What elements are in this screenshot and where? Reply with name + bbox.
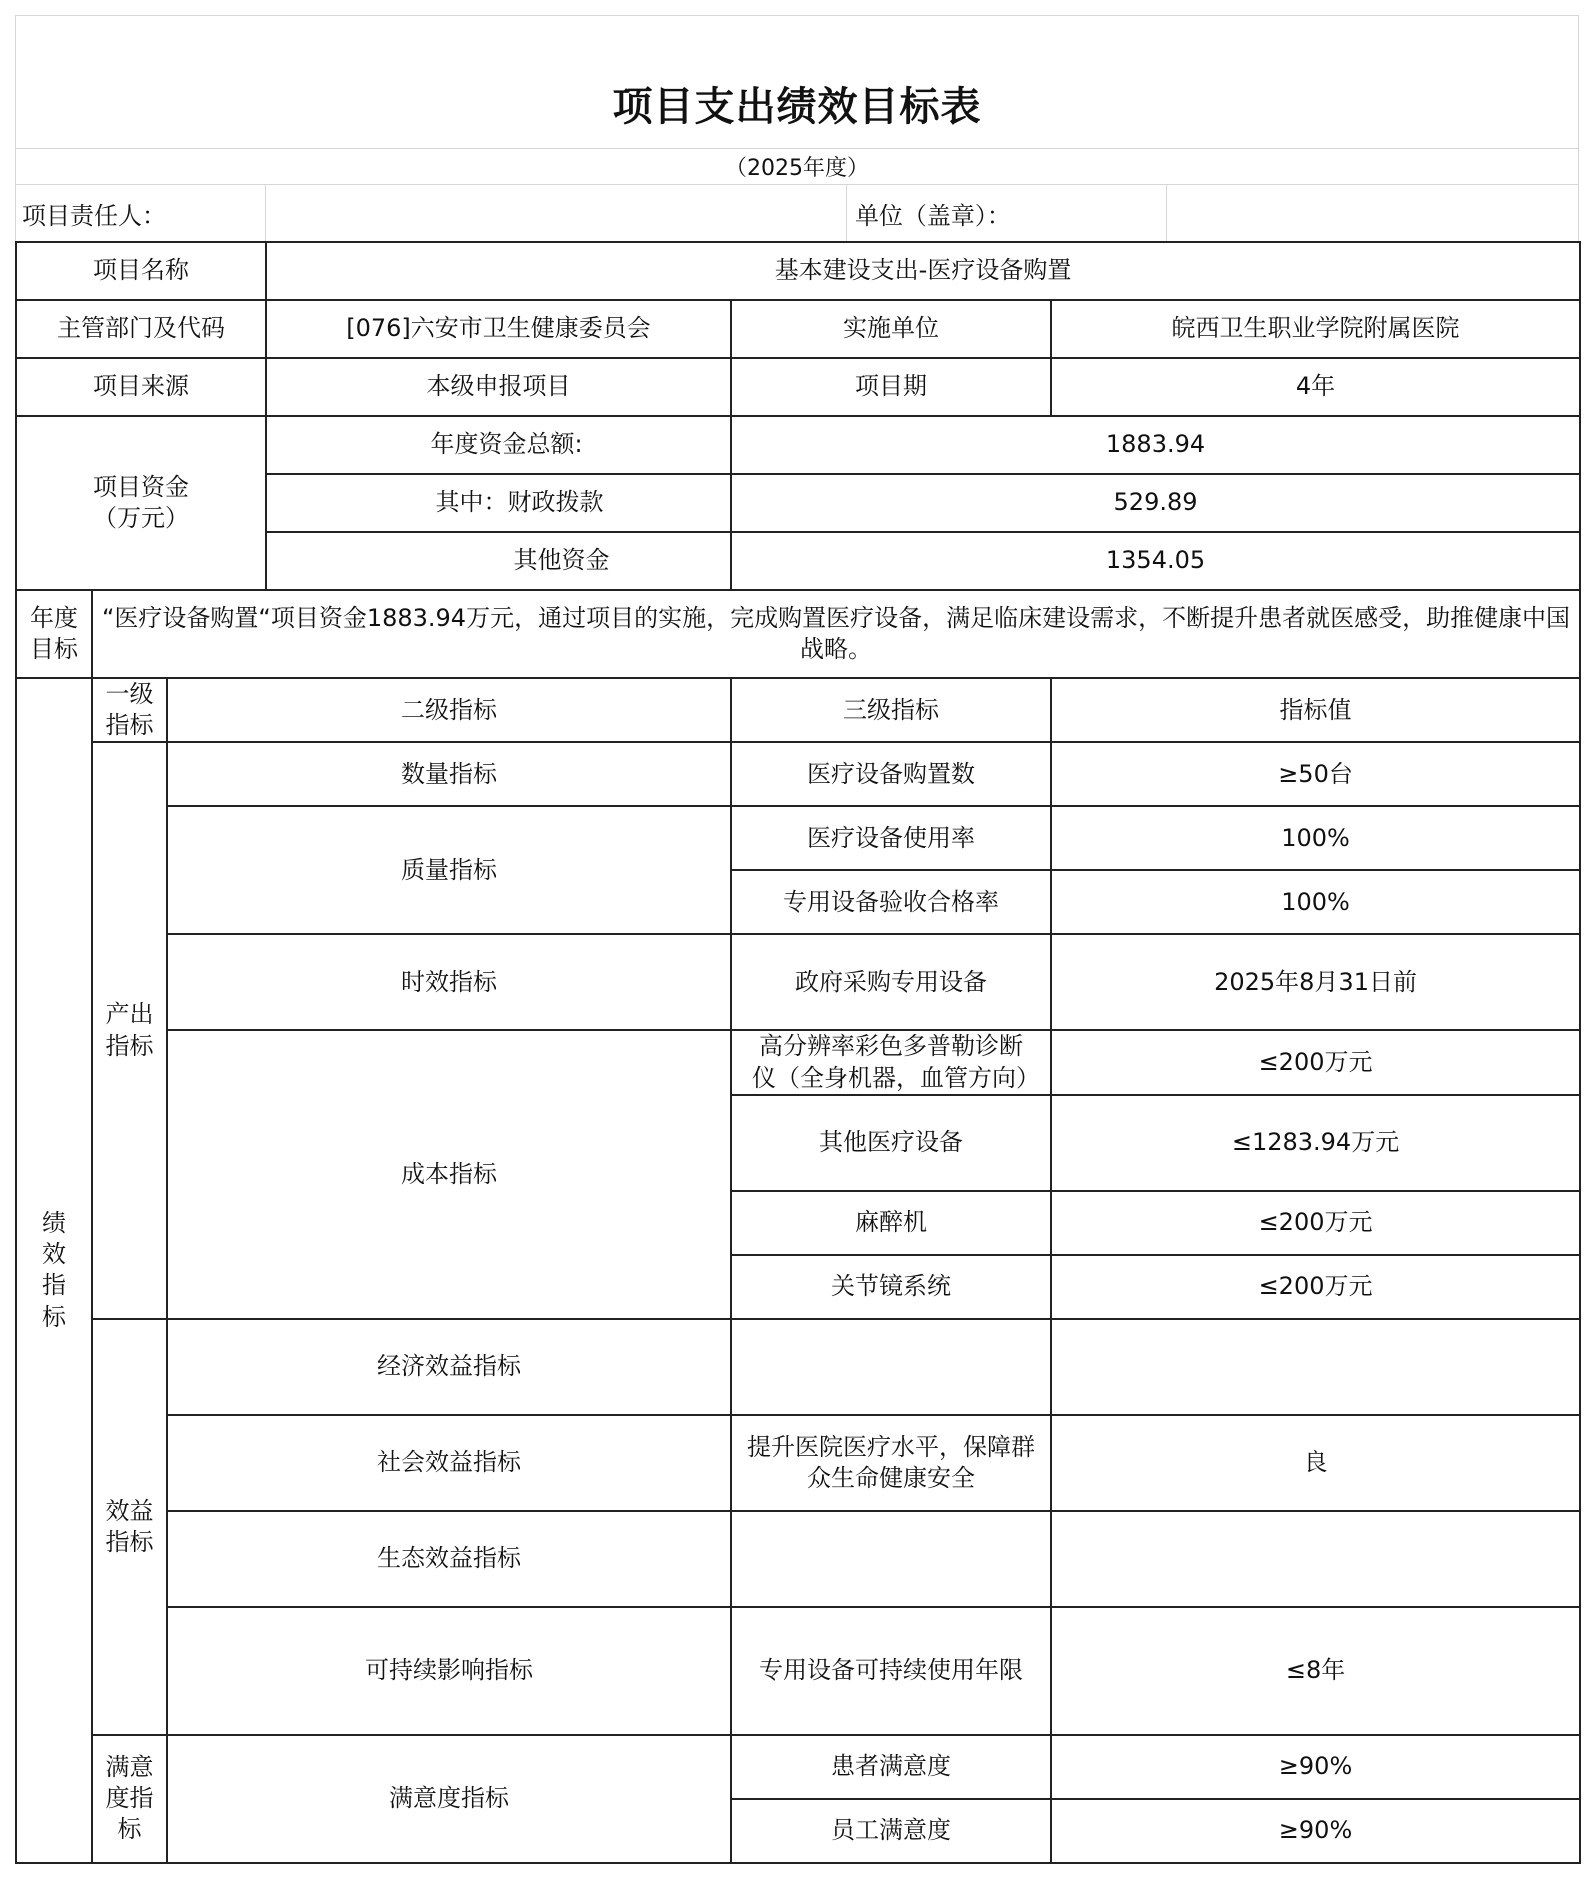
indicator-name: 医疗设备使用率 [731, 806, 1051, 870]
indicator-name: 麻醉机 [731, 1191, 1051, 1255]
funds-other-label: 其他资金 [266, 532, 731, 590]
indicator-value: 100% [1051, 870, 1580, 934]
satisfaction-level1-label: 满意度指标 [92, 1735, 167, 1863]
table-row [16, 1415, 1580, 1511]
table-row [16, 1511, 1580, 1607]
annual-goal-text: “医疗设备购置“项目资金1883.94万元，通过项目的实施，完成购置医疗设备，满足临床建设需求，不断提升患者就医感受，助推健康中国战略。 [92, 590, 1580, 678]
output-indicators-label: 产出指标 [92, 742, 167, 1318]
cost-indicator-label: 成本指标 [167, 1030, 731, 1318]
sustainability-indicator-label: 可持续影响指标 [167, 1607, 731, 1735]
indicator-name: 医疗设备购置数 [731, 742, 1051, 806]
indicator-name: 专用设备验收合格率 [731, 870, 1051, 934]
indicator-name: 提升医院医疗水平，保障群众生命健康安全 [731, 1415, 1051, 1511]
funds-total-label: 年度资金总额: [266, 416, 731, 474]
indicator-value: ≤1283.94万元 [1051, 1095, 1580, 1191]
fiscal-year: （2025年度） [15, 149, 1579, 185]
col-value-header: 指标值 [1051, 678, 1580, 742]
indicator-value: ≥90% [1051, 1735, 1580, 1799]
table-row [16, 806, 1580, 870]
unit-seal-value [1167, 185, 1578, 241]
period-label: 项目期 [731, 358, 1051, 416]
target-table [15, 241, 1581, 1864]
unit-seal-label: 单位（盖章）： [847, 185, 1167, 241]
indicator-value: ≤200万元 [1051, 1191, 1580, 1255]
source-value: 本级申报项目 [266, 358, 731, 416]
indicator-value: ≤200万元 [1051, 1255, 1580, 1319]
table-row [16, 300, 1580, 358]
indicator-name: 关节镜系统 [731, 1255, 1051, 1319]
period-value: 4年 [1051, 358, 1580, 416]
performance-indicators-label: 绩效指标 [16, 678, 92, 1863]
responsible-label: 项目责任人： [16, 185, 266, 241]
funds-label: 项目资金 （万元） [16, 416, 266, 590]
indicator-value: ≤8年 [1051, 1607, 1580, 1735]
table-row [16, 590, 1580, 678]
dept-label: 主管部门及代码 [16, 300, 266, 358]
indicator-name: 政府采购专用设备 [731, 934, 1051, 1030]
responsible-value [266, 185, 847, 241]
indicator-value: ≤200万元 [1051, 1030, 1580, 1094]
funds-fiscal-value: 529.89 [731, 474, 1580, 532]
col-level3-header: 三级指标 [731, 678, 1051, 742]
source-label: 项目来源 [16, 358, 266, 416]
economic-indicator-label: 经济效益指标 [167, 1319, 731, 1415]
performance-target-sheet [15, 15, 1579, 1864]
indicator-name: 专用设备可持续使用年限 [731, 1607, 1051, 1735]
table-row [16, 742, 1580, 806]
indicator-value [1051, 1319, 1580, 1415]
page-title: 项目支出绩效目标表 [15, 59, 1579, 149]
table-row [16, 416, 1580, 474]
table-row [16, 1030, 1580, 1094]
project-name-label: 项目名称 [16, 242, 266, 300]
impl-unit-label: 实施单位 [731, 300, 1051, 358]
impl-unit-value: 皖西卫生职业学院附属医院 [1051, 300, 1580, 358]
quantity-indicator-label: 数量指标 [167, 742, 731, 806]
indicator-name [731, 1511, 1051, 1607]
indicator-name: 患者满意度 [731, 1735, 1051, 1799]
ecological-indicator-label: 生态效益指标 [167, 1511, 731, 1607]
timeliness-indicator-label: 时效指标 [167, 934, 731, 1030]
quality-indicator-label: 质量指标 [167, 806, 731, 934]
dept-value: [076]六安市卫生健康委员会 [266, 300, 731, 358]
project-name-value: 基本建设支出-医疗设备购置 [266, 242, 1580, 300]
social-indicator-label: 社会效益指标 [167, 1415, 731, 1511]
satisfaction-level2-label: 满意度指标 [167, 1735, 731, 1863]
table-row [16, 1607, 1580, 1735]
indicator-value: ≥90% [1051, 1799, 1580, 1863]
table-row [16, 358, 1580, 416]
table-row [16, 1735, 1580, 1799]
funds-other-value: 1354.05 [731, 532, 1580, 590]
table-row [16, 1319, 1580, 1415]
indicator-name: 员工满意度 [731, 1799, 1051, 1863]
indicator-value: 100% [1051, 806, 1580, 870]
table-row [16, 242, 1580, 300]
funds-fiscal-label: 其中：财政拨款 [266, 474, 731, 532]
indicator-name: 其他医疗设备 [731, 1095, 1051, 1191]
indicator-value [1051, 1511, 1580, 1607]
annual-goal-label: 年度目标 [16, 590, 92, 678]
benefit-indicators-label: 效益指标 [92, 1319, 167, 1735]
table-row [16, 678, 1580, 742]
indicator-name: 高分辨率彩色多普勒诊断仪（全身机器，血管方向） [731, 1030, 1051, 1094]
indicator-value: 2025年8月31日前 [1051, 934, 1580, 1030]
indicator-value: 良 [1051, 1415, 1580, 1511]
top-blank-row [15, 15, 1579, 59]
funds-total-value: 1883.94 [731, 416, 1580, 474]
responsible-row [15, 185, 1579, 241]
indicator-value: ≥50台 [1051, 742, 1580, 806]
indicator-name [731, 1319, 1051, 1415]
col-level1-header: 一级指标 [92, 678, 167, 742]
table-row [16, 934, 1580, 1030]
col-level2-header: 二级指标 [167, 678, 731, 742]
